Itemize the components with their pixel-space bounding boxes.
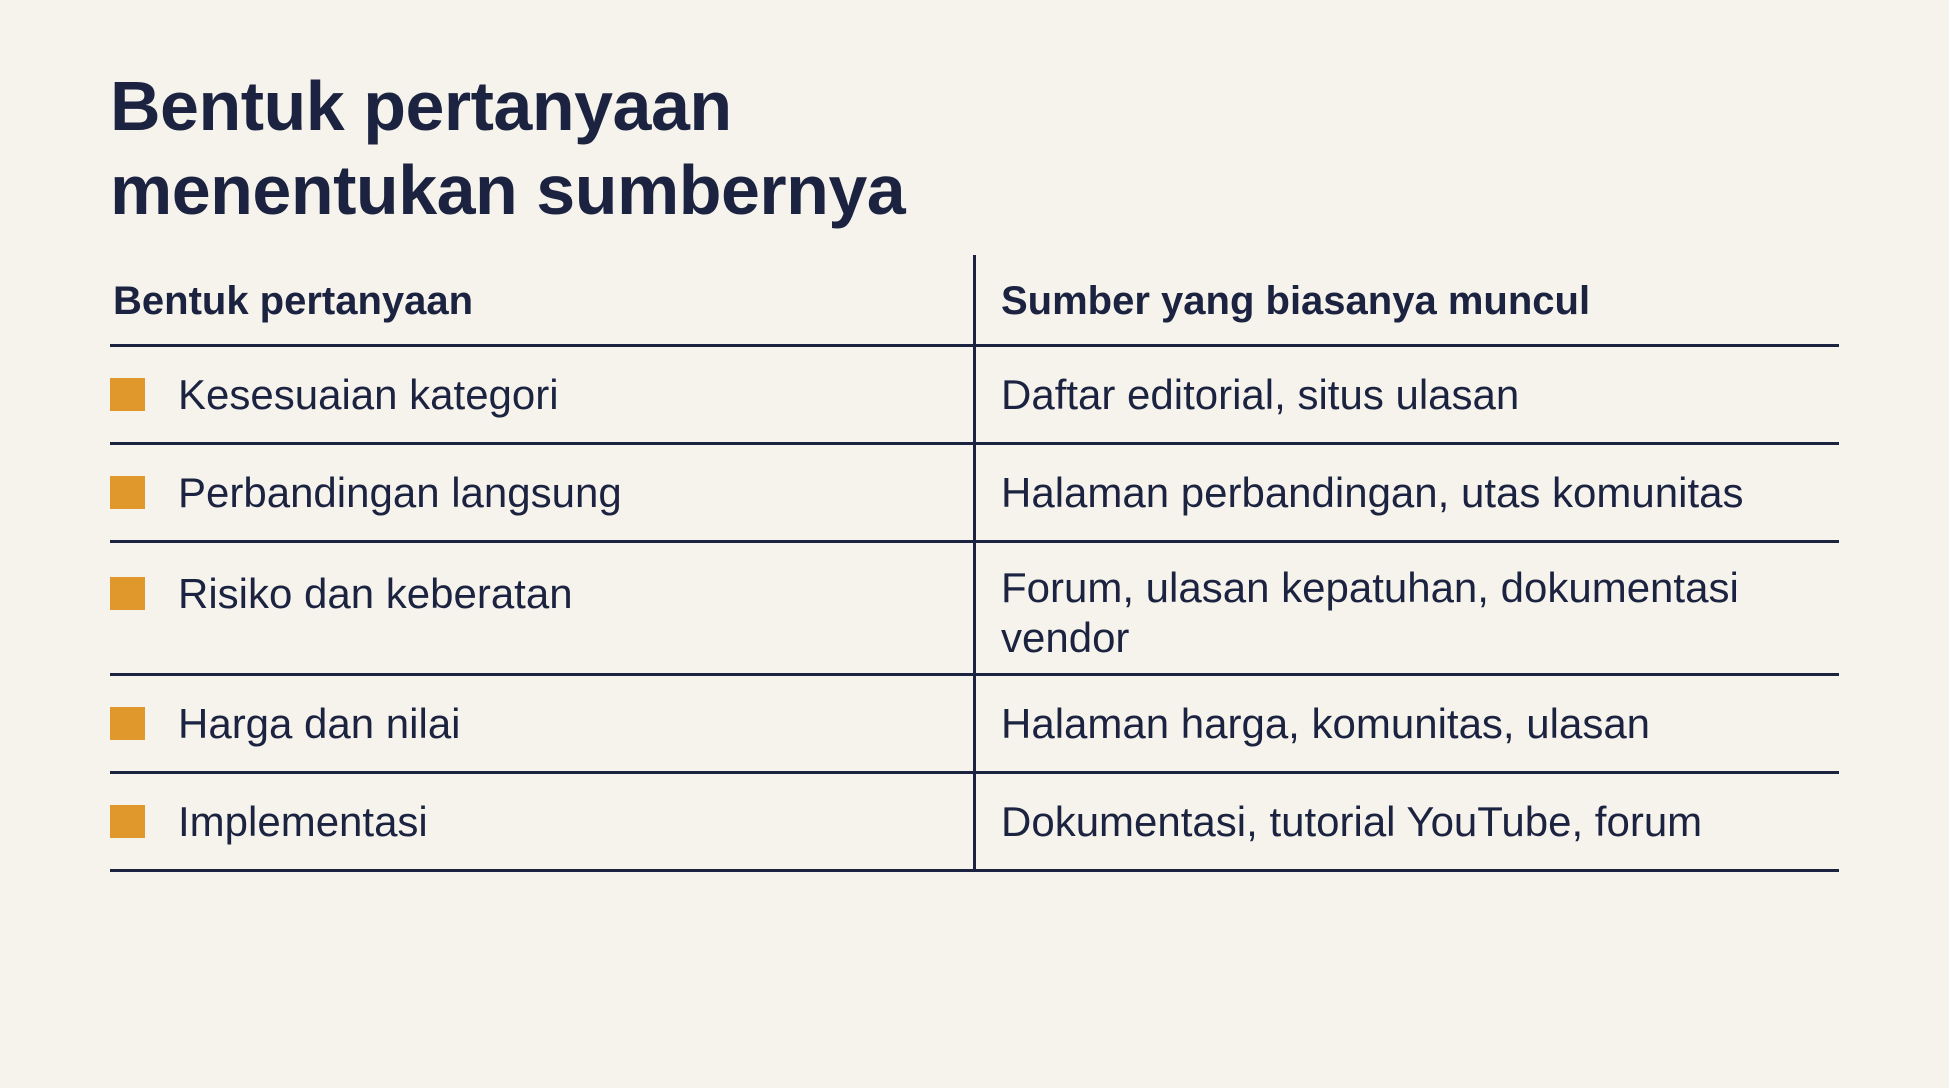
table-row (110, 347, 1839, 445)
source-label: Halaman perbandingan, utas komunitas (1001, 468, 1744, 516)
orange-square-bullet-icon (110, 805, 145, 838)
table-row (110, 676, 1839, 774)
question-source-table (110, 255, 1839, 872)
question-label: Harga dan nilai (178, 699, 461, 747)
question-cell (110, 445, 976, 540)
question-cell (110, 347, 976, 442)
question-cell (110, 543, 976, 673)
question-label: Implementasi (178, 797, 428, 845)
header-question-form: Bentuk pertanyaan (113, 279, 474, 323)
source-label: Daftar editorial, situs ulasan (1001, 370, 1520, 418)
table-header-row (110, 255, 1839, 347)
source-label: Dokumentasi, tutorial YouTube, forum (1001, 797, 1703, 845)
question-label: Perbandingan langsung (178, 468, 622, 516)
slide-title-line-1: Bentuk pertanyaan (110, 67, 732, 145)
question-cell (110, 774, 976, 869)
question-label: Risiko dan keberatan (178, 570, 573, 617)
source-label: Halaman harga, komunitas, ulasan (1001, 699, 1651, 747)
question-cell (110, 676, 976, 771)
orange-square-bullet-icon (110, 577, 145, 610)
table-row (110, 445, 1839, 543)
table-row (110, 774, 1839, 872)
header-typical-source: Sumber yang biasanya muncul (1001, 279, 1591, 323)
orange-square-bullet-icon (110, 707, 145, 740)
orange-square-bullet-icon (110, 378, 145, 411)
slide-title (110, 64, 1510, 232)
table-row (110, 543, 1839, 676)
source-label: Forum, ulasan kepatuhan, dokumentasi vendor (1001, 564, 1739, 661)
orange-square-bullet-icon (110, 476, 145, 509)
source-cell (976, 676, 1839, 771)
source-cell (976, 347, 1839, 442)
source-cell (976, 774, 1839, 869)
source-cell (976, 445, 1839, 540)
source-cell (976, 543, 1839, 673)
slide-title-line-2: menentukan sumbernya (110, 151, 906, 229)
question-label: Kesesuaian kategori (178, 370, 559, 418)
